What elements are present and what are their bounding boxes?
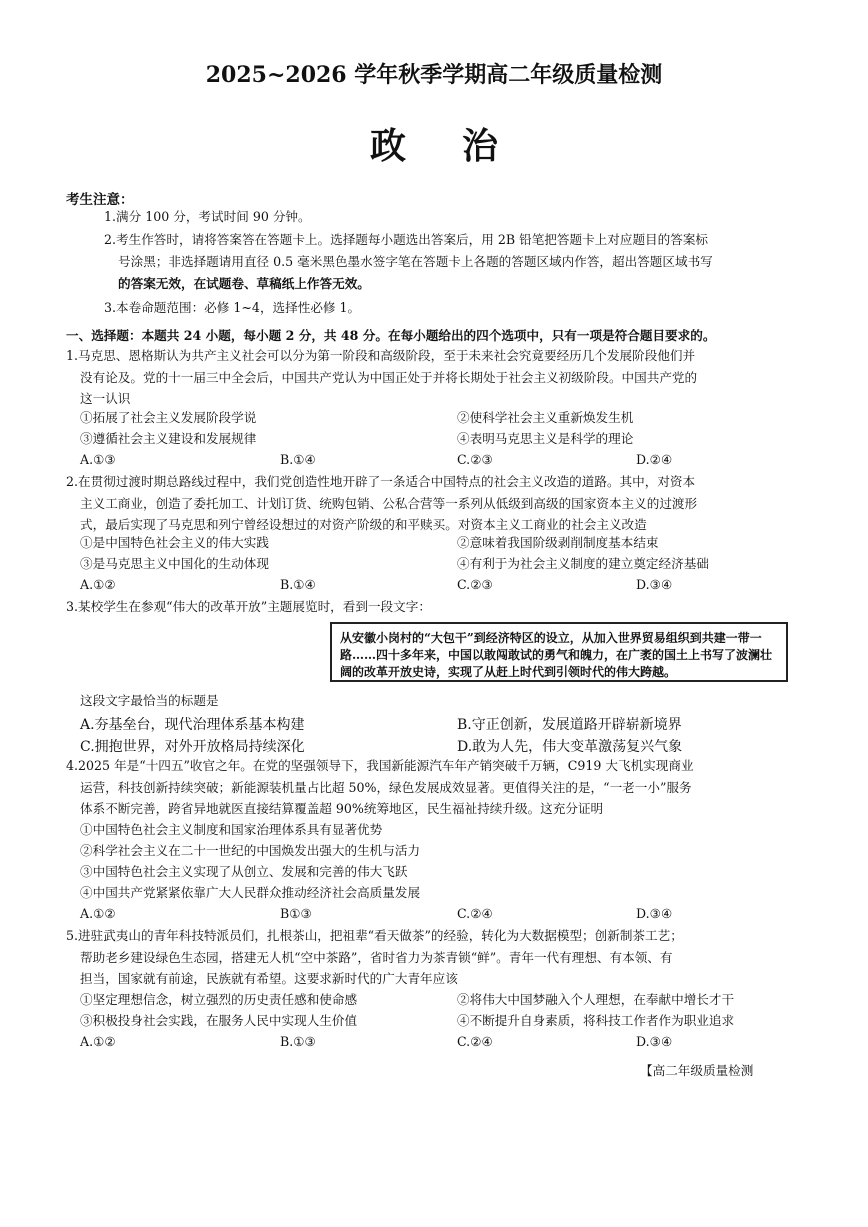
q1-statement: ①拓展了社会主义发展阶段学说 (80, 410, 257, 425)
q3-quote-box: 从安徽小岗村的“大包干”到经济特区的设立，从加入世界贸易组织到共建一带一路……四十多年来，中国以敢闯敢试的勇气和魄力，在广袤的国土上书写了波澜壮阔的改革开放史诗，实现了从赶上时代到引领时代的伟大跨越。 (330, 622, 788, 682)
q5-option-b[interactable]: B.①③ (280, 1034, 316, 1049)
q1-statement: ③遵循社会主义建设和发展规律 (80, 431, 257, 446)
q4-option-b[interactable]: B①③ (280, 906, 312, 921)
q4-statement: ①中国特色社会主义制度和国家治理体系具有显著优势 (80, 822, 383, 837)
q4-stem: 体系不断完善，跨省异地就医直接结算覆盖超 90%统筹地区，民生福祉持续升级。这充分证明 (80, 801, 604, 816)
q4-stem: 运营，科技创新持续突破；新能源装机量占比超 50%，绿色发展成效显著。更值得关注的是，“一老一小”服务 (80, 780, 692, 795)
q2-statement: ③是马克思主义中国化的生动体现 (80, 556, 269, 571)
subject-title (0, 118, 868, 169)
q1-stem: 这一认识 (80, 391, 131, 406)
q5-option-a[interactable]: A.①② (80, 1034, 116, 1049)
q3-option-b[interactable]: B.守正创新，发展道路开辟崭新境界 (457, 717, 682, 733)
q4-statement: ④中国共产党紧紧依靠广大人民群众推动经济社会高质量发展 (80, 885, 421, 900)
q2-stem: 2.在贯彻过渡时期总路线过程中，我们党创造性地开辟了一条适合中国特点的社会主义改造的道路。其中，对资本 (66, 474, 696, 489)
q2-statement: ②意味着我国阶级剥削制度基本结束 (457, 535, 659, 550)
q4-statement: ②科学社会主义在二十一世纪的中国焕发出强大的生机与活力 (80, 843, 421, 858)
q5-statement: ②将伟大中国梦融入个人理想，在奉献中增长才干 (457, 992, 735, 1007)
q3-ask: 这段文字最恰当的标题是 (80, 693, 219, 708)
q4-statement: ③中国特色社会主义实现了从创立、发展和完善的伟大飞跃 (80, 864, 408, 879)
exam-title: 2025~2026 学年秋季学期高二年级质量检测 (205, 62, 663, 88)
q3-option-d[interactable]: D.敢为人先，伟大变革激荡复兴气象 (457, 739, 683, 755)
q1-stem: 没有论及。党的十一届三中全会后，中国共产党认为中国正处于并将长期处于社会主义初级阶段。中国共产党的 (80, 370, 698, 385)
q5-option-d[interactable]: D.③④ (636, 1034, 673, 1049)
q2-statement: ①是中国特色社会主义的伟大实践 (80, 535, 269, 550)
q1-option-c[interactable]: C.②③ (457, 452, 493, 467)
q5-stem: 帮助老乡建设绿色生态园，搭建无人机“空中茶路”，省时省力为茶青锁“鲜”。青年一代有理想、有本领、有 (80, 950, 673, 965)
q5-stem: 5.进驻武夷山的青年科技特派员们，扎根茶山，把祖辈“看天做茶”的经验，转化为大数据模型；创新制茶工艺； (66, 928, 683, 943)
q4-option-a[interactable]: A.①② (80, 906, 116, 921)
q1-option-d[interactable]: D.②④ (636, 452, 673, 467)
q1-stem: 1.马克思、恩格斯认为共产主义社会可以分为第一阶段和高级阶段，至于未来社会究竟要经历几个发展阶段他们并 (66, 348, 696, 363)
notice-heading: 考生注意： (66, 192, 134, 208)
q3-stem: 3.某校学生在参观“伟大的改革开放”主题展览时，看到一段文字： (66, 599, 431, 614)
q1-statement: ④表明马克思主义是科学的理论 (457, 431, 634, 446)
q2-option-c[interactable]: C.②③ (457, 577, 493, 592)
q2-statement: ④有利于为社会主义制度的建立奠定经济基础 (457, 556, 709, 571)
q2-option-b[interactable]: B.①④ (280, 577, 316, 592)
q3-option-a[interactable]: A.夯基垒台，现代治理体系基本构建 (80, 717, 305, 733)
notice-item: 的答案无效，在试题卷、草稿纸上作答无效。 (118, 276, 370, 291)
q2-stem: 式，最后实现了马克思和列宁曾经设想过的对资产阶级的和平赎买。对资本主义工商业的社会主义改造 (80, 517, 647, 532)
q1-option-a[interactable]: A.①③ (80, 452, 116, 467)
section-heading: 一、选择题：本题共 24 小题，每小题 2 分，共 48 分。在每小题给出的四个选项中，只有一项是符合题目要求的。 (66, 328, 716, 343)
q1-statement: ②使科学社会主义重新焕发生机 (457, 410, 634, 425)
q4-option-c[interactable]: C.②④ (457, 906, 493, 921)
notice-item: 3.本卷命题范围：必修 1~4，选择性必修 1。 (104, 300, 361, 315)
q2-option-a[interactable]: A.①② (80, 577, 116, 592)
q5-statement: ③积极投身社会实践，在服务人民中实现人生价值 (80, 1013, 358, 1028)
notice-item: 号涂黑；非选择题请用直径 0.5 毫米黑色墨水签字笔在答题卡上各题的答题区域内作答，超出答题区域书写 (118, 254, 713, 269)
q4-stem: 4.2025 年是“十四五”收官之年。在党的坚强领导下，我国新能源汽车年产销突破千万辆，C919 大飞机实现商业 (66, 758, 694, 773)
subject-char-2: 治 (462, 125, 499, 167)
q5-stem: 担当，国家就有前途，民族就有希望。这要求新时代的广大青年应该 (80, 971, 458, 986)
q5-statement: ①坚定理想信念，树立强烈的历史责任感和使命感 (80, 992, 358, 1007)
q3-option-c[interactable]: C.拥抱世界，对外开放格局持续深化 (80, 739, 305, 755)
q2-option-d[interactable]: D.③④ (636, 577, 673, 592)
q5-option-c[interactable]: C.②④ (457, 1034, 493, 1049)
subject-char-1: 政 (369, 125, 406, 167)
notice-item: 1.满分 100 分，考试时间 90 分钟。 (104, 209, 311, 224)
notice-item: 2.考生作答时，请将答案答在答题卡上。选择题每小题选出答案后，用 2B 铅笔把答题卡上对应题目的答案标 (104, 232, 709, 247)
q2-stem: 主义工商业，创造了委托加工、计划订货、统购包销、公私合营等一系列从低级到高级的国家资本主义的过渡形 (80, 496, 698, 511)
q4-option-d[interactable]: D.③④ (636, 906, 673, 921)
q5-statement: ④不断提升自身素质，将科技工作者作为职业追求 (457, 1013, 735, 1028)
q1-option-b[interactable]: B.①④ (280, 452, 316, 467)
page-footer: 【高二年级质量检测 (640, 1063, 754, 1078)
